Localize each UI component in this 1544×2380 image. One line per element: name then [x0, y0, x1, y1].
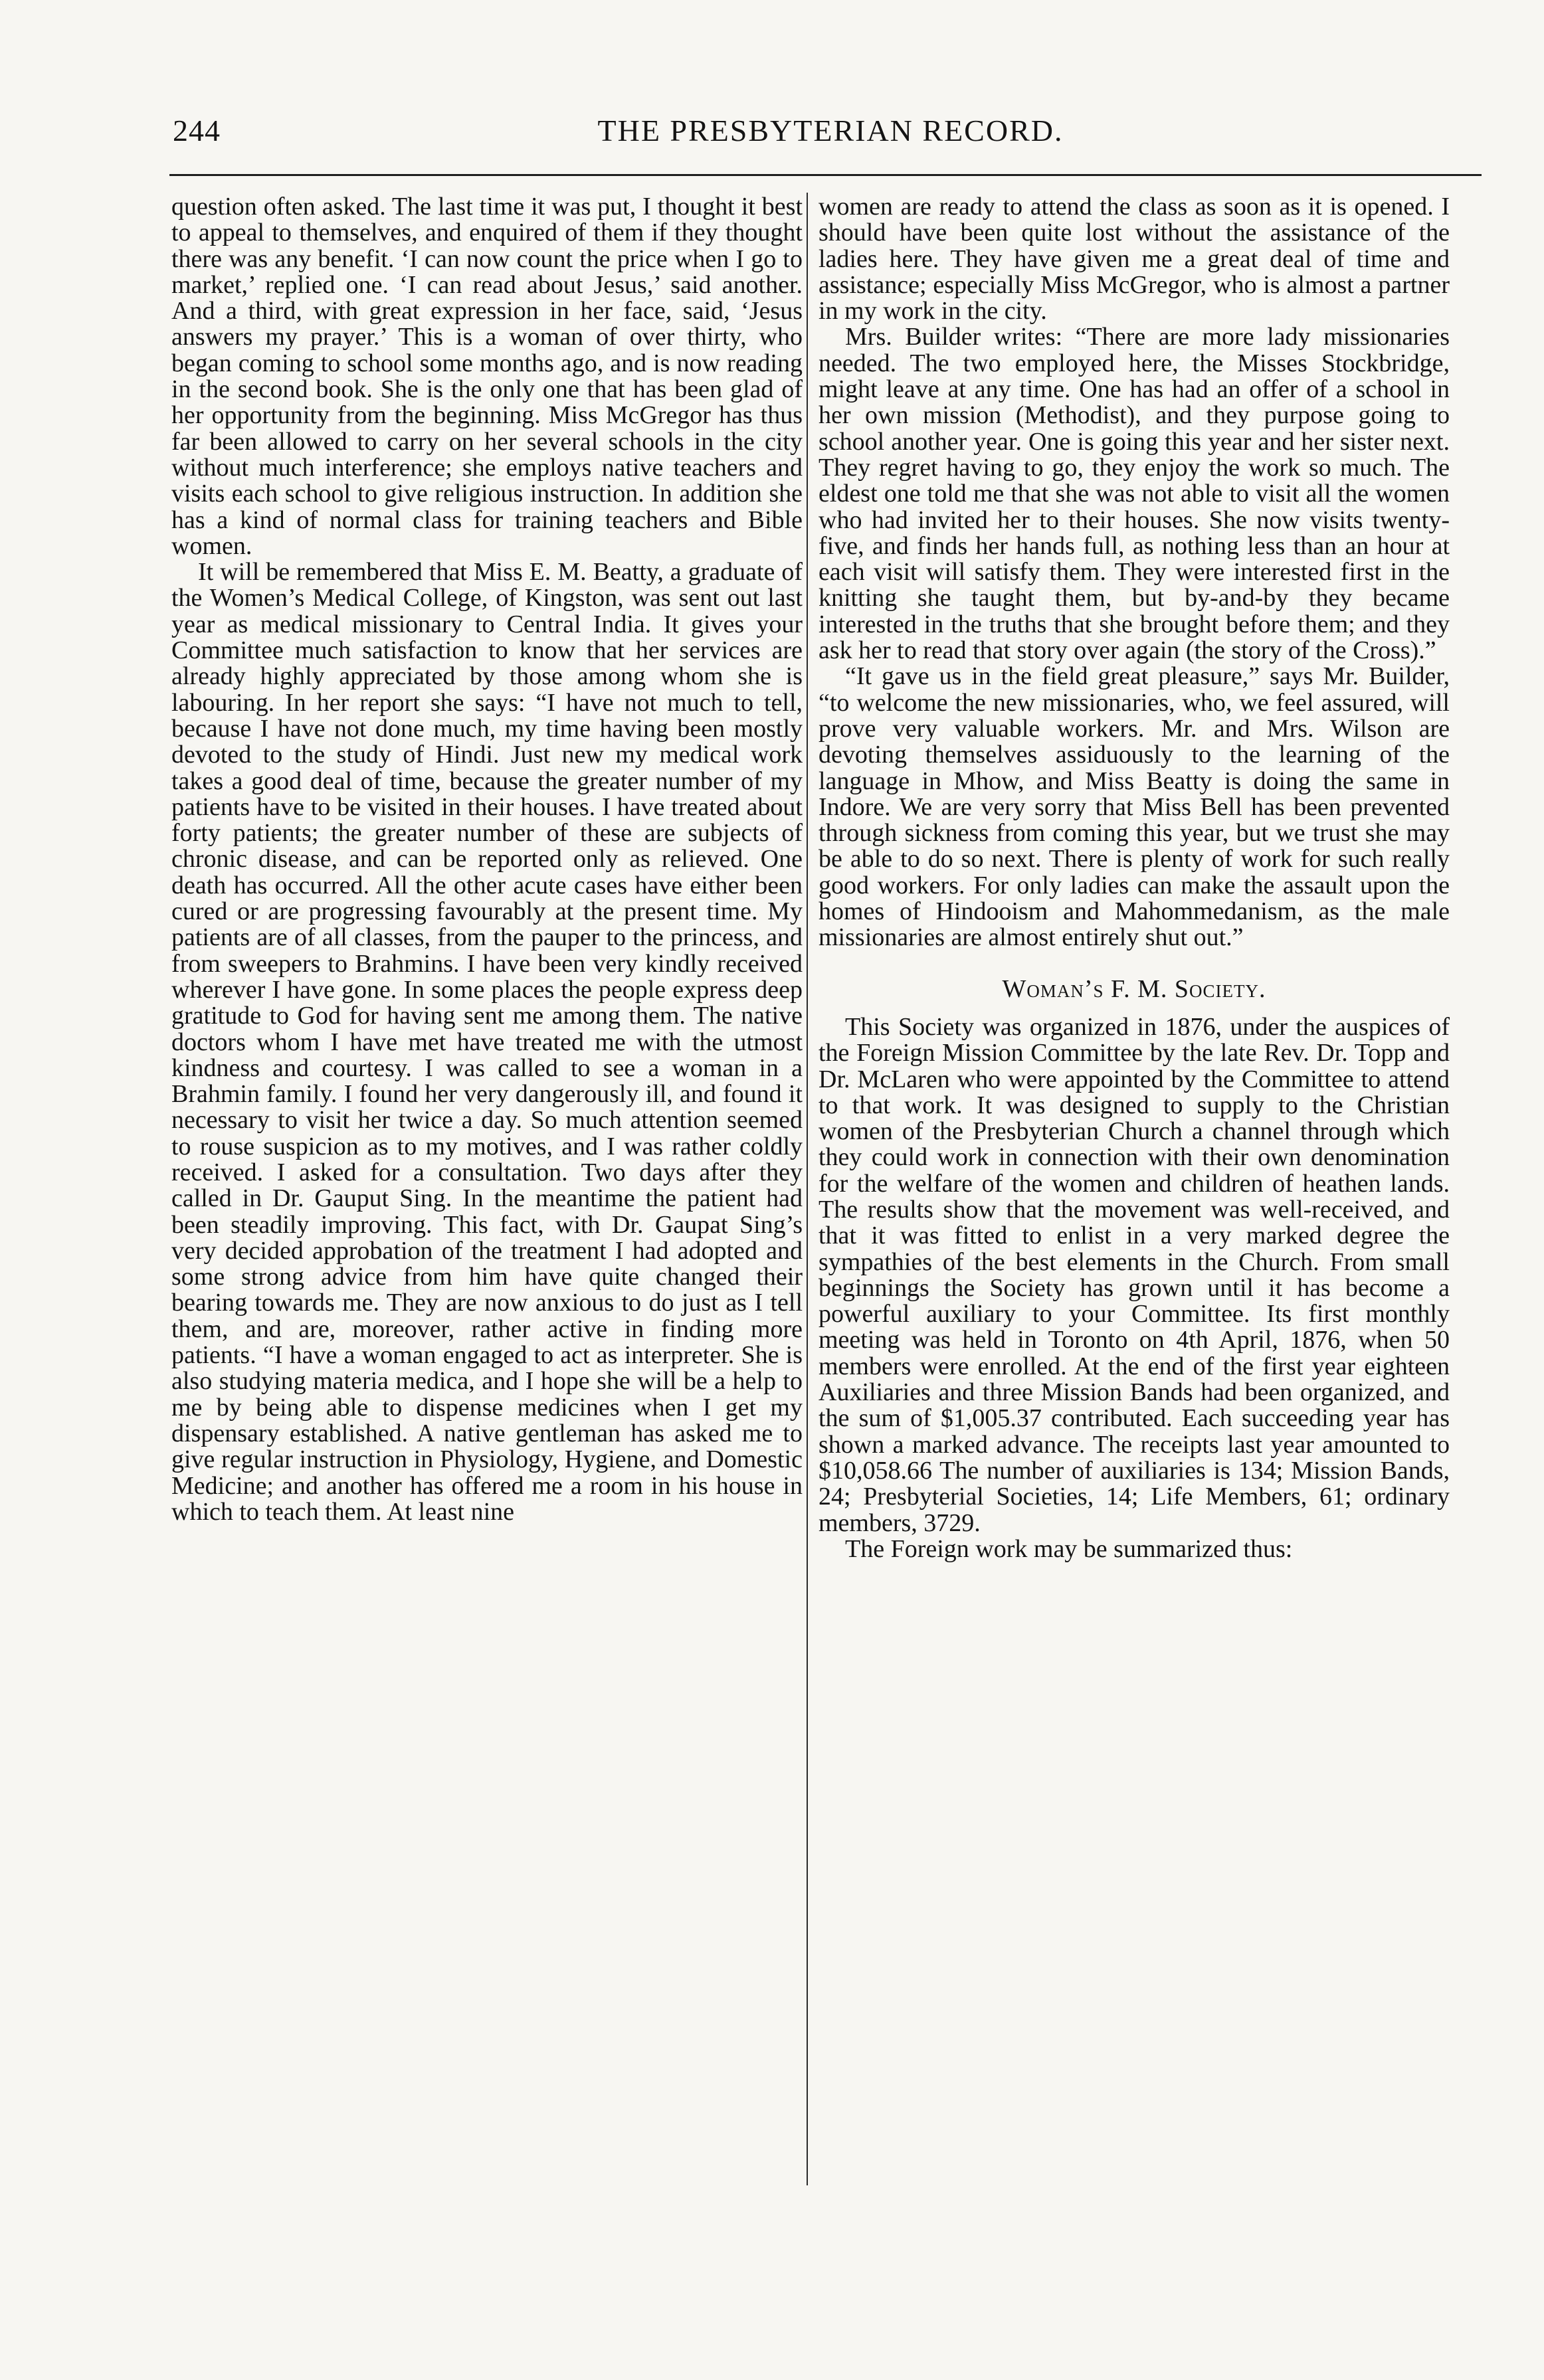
- paragraph: question often asked. The last time it was put, I thought it best to appeal to themselves, and enquired of them if they thought there was any benefit. ‘I can now count the price when I go to market,’ replied one. ‘I can read about Jesus,’ said another. And a third, with great expression in her face, said, ‘Jesus answers my prayer.’ This is a woman of over thirty, who began coming to school some months ago, and is now reading in the second book. She is the only one that has been glad of her opportunity from the beginning. Miss McGregor has thus far been allowed to carry on her several schools in the city without much interference; she employs native teachers and visits each school to give religious instruction. In addition she has a kind of normal class for training teachers and Bible women.: [171, 193, 803, 560]
- section-heading: Woman’s F. M. Society.: [1002, 974, 1266, 1003]
- paragraph: women are ready to attend the class as soon as it is opened. I should have been quite lost without the assistance of the ladies here. They have given me a great deal of time and assistance; especially Miss McGregor, who is almost a partner in my work in the city.: [819, 193, 1450, 325]
- running-title: THE PRESBYTERIAN RECORD.: [597, 114, 1064, 147]
- column-divider: [807, 193, 808, 2185]
- paragraph: This Society was organized in 1876, under the auspices of the Foreign Mission Committee by the late Rev. Dr. Topp and Dr. McLaren who were appointed by the Committee to attend to that work. It was designed to supply to the Christian women of the Presbyterian Church a channel through which they could work in connection with their own denomination for the welfare of the women and children of heathen lands. The results show that the movement was well-received, and that it was fitted to enlist in a very marked degree the sympathies of the best elements in the Church. From small beginnings the Society has grown until it has become a powerful auxiliary to your Committee. Its first monthly meeting was held in Toronto on 4th April, 1876, when 50 members were enrolled. At the end of the first year eighteen Auxiliaries and three Mission Bands had been organized, and the sum of $1,005.37 contributed. Each succeeding year has shown a marked advance. The receipts last year amounted to $10,058.66 The number of auxiliaries is 134; Mission Bands, 24; Presbyterial Societies, 14; Life Members, 61; ordinary members, 3729.: [819, 1012, 1450, 1537]
- paragraph: Mrs. Builder writes: “There are more lady missionaries needed. The two employed here, the Misses Stockbridge, might leave at any time. One has had an offer of a school in her own mission (Methodist), and they purpose going to school another year. One is going this year and her sister next. They regret having to go, they enjoy the work so much. The eldest one told me that she was not able to visit all the women who had invited her to their houses. She now visits twenty-five, and finds her hands full, as nothing less than an hour at each visit will satisfy them. They were interested first in the knitting she taught them, but by-and-by they became interested in the truths that she brought before them; and they ask her to read that story over again (the story of the Cross).”: [819, 323, 1450, 665]
- header-rule: [169, 174, 1482, 176]
- page-header: [173, 106, 1488, 166]
- paragraph: “It gave us in the field great pleasure,” says Mr. Builder, “to welcome the new missionaries, who, we feel assured, will prove very valuable workers. Mr. and Mrs. Wilson are devoting themselves assiduously to the learning of the language in Mhow, and Miss Beatty is doing the same in Indore. We are very sorry that Miss Bell has been prevented through sickness from coming this year, but we trust she may be able to do so next. There is plenty of work for such really good workers. For only ladies can make the assault upon the homes of Hindooism and Mahommedanism, as the male missionaries are almost entirely shut out.”: [819, 662, 1450, 952]
- paragraph: It will be remembered that Miss E. M. Beatty, a graduate of the Women’s Medical College, of Kingston, was sent out last year as medical missionary to Central India. It gives your Committee much satisfaction to know that her services are already highly appreciated by those among whom she is labouring. In her report she says: “I have not much to tell, because I have not done much, my time having been mostly devoted to the study of Hindi. Just new my medical work takes a good deal of time, because the greater number of my patients have to be visited in their houses. I have treated about forty patients; the greater number of these are subjects of chronic disease, and can be reported only as relieved. One death has occurred. All the other acute cases have either been cured or are progressing favourably at the present time. My patients are of all classes, from the pauper to the princess, and from sweepers to Brahmins. I have been very kindly received wherever I have gone. In some places the people express deep gratitude to God for having sent me among them. The native doctors whom I have met have treated me with the utmost kindness and courtesy. I was called to see a woman in a Brahmin family. I found her very dangerously ill, and found it necessary to visit her twice a day. So much attention seemed to rouse suspicion as to my motives, and I was rather coldly received. I asked for a consultation. Two days after they called in Dr. Gauput Sing. In the meantime the patient had been steadily improving. This fact, with Dr. Gaupat Sing’s very decided approbation of the treatment I had adopted and some strong advice from him have quite changed their bearing towards me. They are now anxious to do just as I tell them, and are, moreover, rather active in finding more patients. “I have a woman engaged to act as interpreter. She is also studying materia medica, and I hope she will be a help to me by being able to dispense medicines when I get my dispensary established. A native gentleman has asked me to give regular instruction in Physiology, Hygiene, and Domestic Medicine; and another has offered me a room in his house in which to teach them. At least nine: [171, 558, 803, 1526]
- page-number: 244: [173, 114, 221, 147]
- paragraph: The Foreign work may be summarized thus:: [845, 1534, 1293, 1563]
- left-column: [171, 194, 803, 1525]
- right-column: [819, 194, 1450, 1562]
